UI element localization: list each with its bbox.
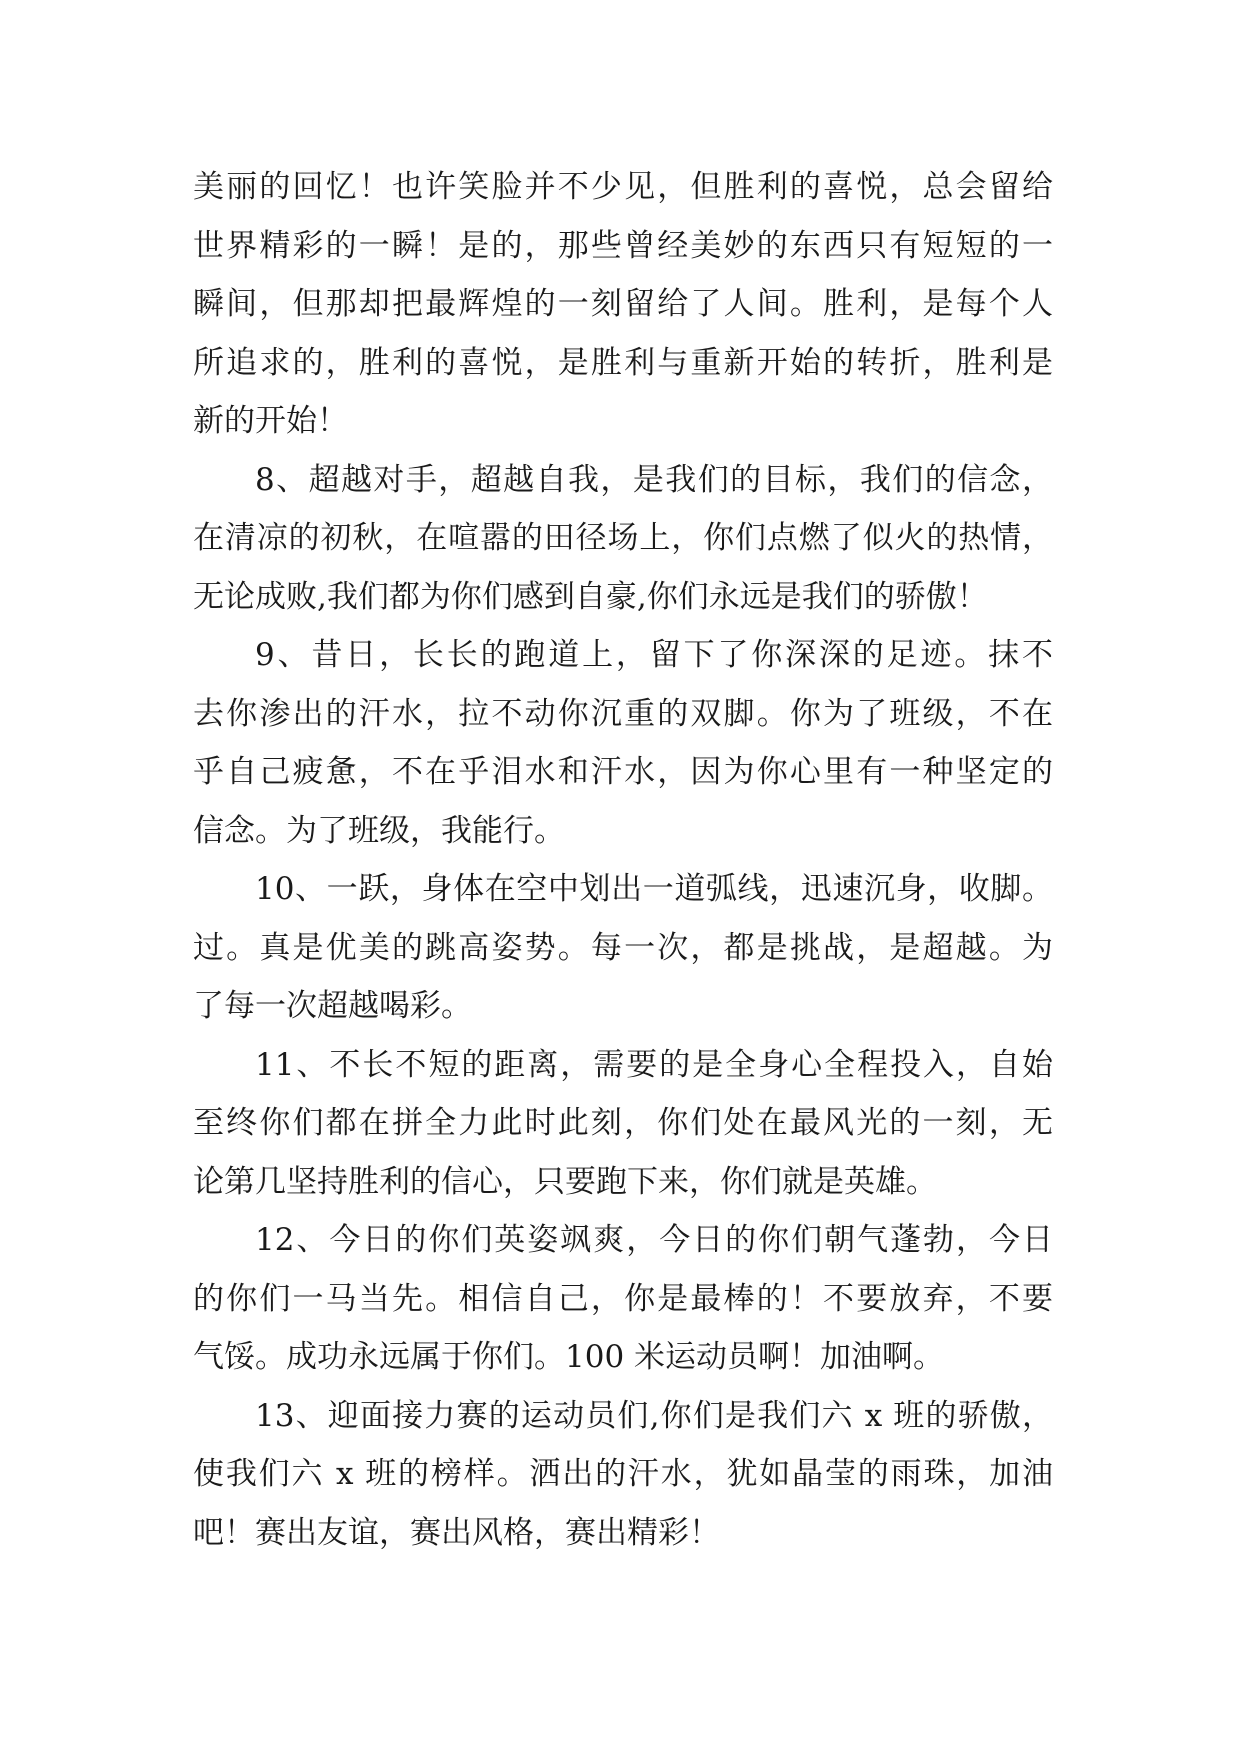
paragraph-item-8 bbox=[193, 451, 1053, 627]
text-line: 去你渗出的汗水，拉不动你沉重的双脚。你为了班级，不在 bbox=[193, 695, 1053, 732]
text-line: 11、不长不短的距离，需要的是全身心全程投入，自始 bbox=[255, 1046, 1053, 1083]
text-line: 8、超越对手，超越自我，是我们的目标，我们的信念， bbox=[255, 461, 1053, 498]
paragraph-item-11 bbox=[193, 1036, 1053, 1212]
text-line: 使我们六 x 班的榜样。洒出的汗水，犹如晶莹的雨珠，加油 bbox=[193, 1456, 1053, 1492]
text-line: 9、昔日，长长的跑道上，留下了你深深的足迹。抹不 bbox=[255, 637, 1053, 673]
text-line: 至终你们都在拼全力此时此刻，你们处在最风光的一刻，无 bbox=[193, 1105, 1053, 1141]
text-line: 吧！赛出友谊，赛出风格，赛出精彩！ bbox=[193, 1514, 720, 1551]
paragraph-item-13 bbox=[193, 1387, 1053, 1563]
text-line: 信念。为了班级，我能行。 bbox=[193, 812, 565, 849]
text-line: 乎自己疲惫，不在乎泪水和汗水，因为你心里有一种坚定的 bbox=[193, 754, 1053, 790]
text-line: 所追求的，胜利的喜悦，是胜利与重新开始的转折，胜利是 bbox=[193, 344, 1053, 381]
text-line: 12、今日的你们英姿飒爽，今日的你们朝气蓬勃，今日 bbox=[255, 1222, 1053, 1258]
text-line: 世界精彩的一瞬！是的，那些曾经美妙的东西只有短短的一 bbox=[193, 227, 1053, 264]
paragraph-item-12 bbox=[193, 1211, 1053, 1387]
text-line: 的你们一马当先。相信自己，你是最棒的！不要放弃，不要 bbox=[193, 1280, 1053, 1317]
text-line: 气馁。成功永远属于你们。100 米运动员啊！加油啊。 bbox=[193, 1339, 945, 1375]
text-line: 了每一次超越喝彩。 bbox=[193, 988, 472, 1024]
text-line: 新的开始！ bbox=[193, 403, 348, 439]
paragraph-item-9 bbox=[193, 626, 1053, 860]
text-line: 无论成败,我们都为你们感到自豪,你们永远是我们的骄傲！ bbox=[193, 578, 988, 615]
text-line: 在清凉的初秋，在喧嚣的田径场上，你们点燃了似火的热情， bbox=[193, 520, 1053, 556]
text-line: 瞬间，但那却把最辉煌的一刻留给了人间。胜利，是每个人 bbox=[193, 286, 1053, 322]
text-line: 13、迎面接力赛的运动员们,你们是我们六 x 班的骄傲， bbox=[255, 1397, 1053, 1434]
document-page bbox=[193, 158, 1053, 1562]
text-line: 过。真是优美的跳高姿势。每一次，都是挑战，是超越。为 bbox=[193, 929, 1053, 966]
text-line: 美丽的回忆！也许笑脸并不少见，但胜利的喜悦，总会留给 bbox=[193, 169, 1053, 205]
text-line: 论第几坚持胜利的信心，只要跑下来，你们就是英雄。 bbox=[193, 1163, 937, 1200]
text-line: 10、一跃，身体在空中划出一道弧线，迅速沉身，收脚。 bbox=[255, 871, 1053, 907]
paragraph-continuation bbox=[193, 158, 1053, 451]
body-text bbox=[193, 158, 1053, 1562]
paragraph-item-10 bbox=[193, 860, 1053, 1036]
